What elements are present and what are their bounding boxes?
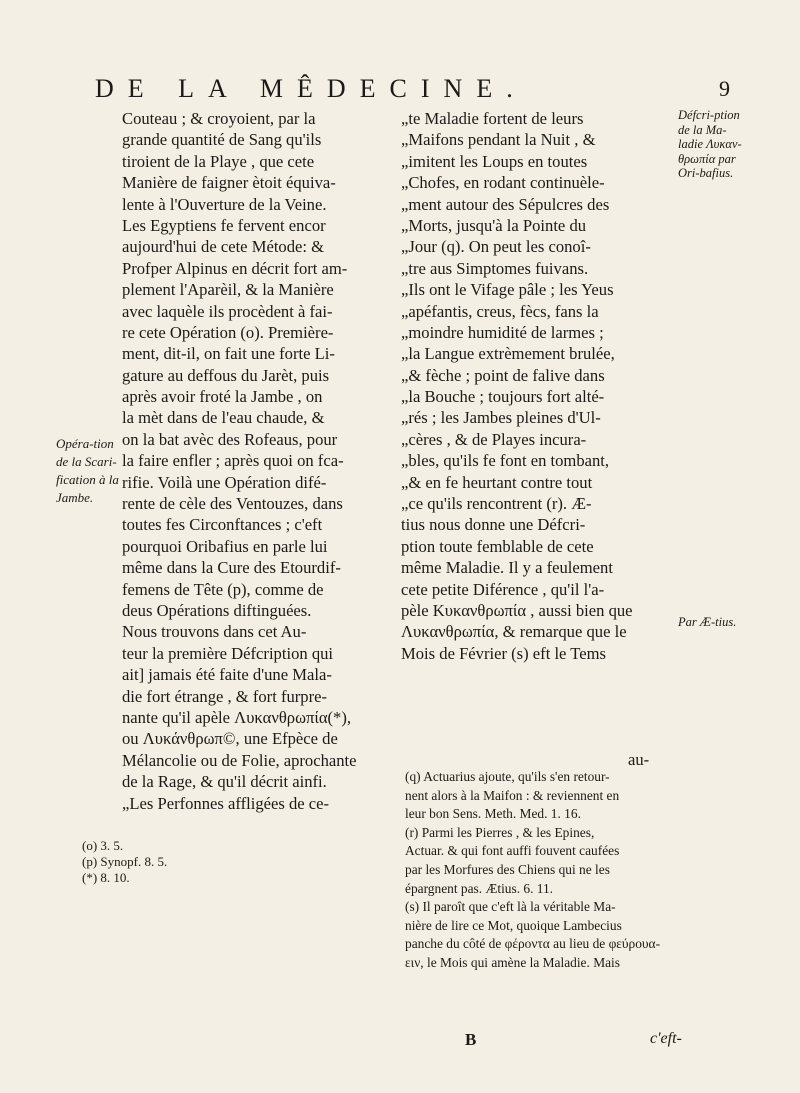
text-line: gature au deffous du Jarèt, puis bbox=[122, 365, 330, 385]
left-column bbox=[122, 108, 390, 814]
text-line: „bles, qu'ils fe font en tombant, bbox=[401, 451, 610, 471]
text-line: „Jour (q). On peut les conoî- bbox=[401, 237, 591, 257]
text-line: femens de Tête (p), comme de bbox=[122, 579, 324, 599]
text-line: Les Egyptiens fe fervent encor bbox=[122, 215, 326, 235]
text-line: teur la première Défcription qui bbox=[122, 643, 334, 663]
footnote-line: leur bon Sens. Meth. Med. 1. 16. bbox=[405, 806, 581, 822]
text-line: rente de cèle des Ventouzes, dans bbox=[122, 494, 343, 514]
text-line: tiroient de la Playe , que cete bbox=[122, 151, 315, 171]
text-line: tius nous donne une Défcri- bbox=[401, 515, 586, 535]
text-line: toutes fes Circonftances ; c'eft bbox=[122, 515, 323, 535]
text-line: „moindre humidité de larmes ; bbox=[401, 322, 604, 342]
margin-note-left: Opéra-tion de la Scari-fication à la Jambe. bbox=[56, 436, 119, 505]
text-line: Manière de faigner ètoit équiva- bbox=[122, 173, 336, 193]
text-line: ou Λυκάνθρωπ©, une Efpèce de bbox=[122, 729, 338, 749]
text-line: nante qu'il apèle Λυκανθρωπία(*), bbox=[122, 707, 352, 727]
text-line: „apéfantis, creus, fècs, fans la bbox=[401, 301, 599, 321]
text-line: „tre aus Simptomes fuivans. bbox=[401, 258, 589, 278]
text-line: ment, dit-il, on fait une forte Li- bbox=[122, 344, 335, 364]
text-line: „ment autour des Sépulcres des bbox=[401, 194, 610, 214]
signature-mark: B bbox=[465, 1030, 477, 1049]
footnote-line: par les Morfures des Chiens qui ne les bbox=[405, 861, 610, 877]
text-line: Profper Alpinus en décrit fort am- bbox=[122, 258, 348, 278]
text-line: „rés ; les Jambes pleines d'Ul- bbox=[401, 408, 601, 428]
running-title: DE LA MÊDECINE. bbox=[95, 74, 527, 103]
footnote-line: (p) Synopf. 8. 5. bbox=[82, 854, 168, 869]
text-line: même dans la Cure des Etourdif- bbox=[122, 558, 341, 578]
text-line: on la bat avèc des Rofeaus, pour bbox=[122, 429, 338, 449]
text-line: Nous trouvons dans cet Au- bbox=[122, 622, 307, 642]
text-line: grande quantité de Sang qu'ils bbox=[122, 130, 322, 150]
text-line: „te Maladie fortent de leurs bbox=[401, 109, 584, 128]
text-line: pèle Κυκανθρωπία , aussi bien que bbox=[401, 600, 633, 620]
footnote-line: Actuar. & qui font auffi fouvent caufées bbox=[405, 843, 620, 859]
text-line: avec laquèle ils procèdent à fai- bbox=[122, 301, 333, 321]
right-column bbox=[401, 108, 673, 664]
text-line: Mois de Février (s) eft le Tems bbox=[401, 643, 606, 663]
text-line: de la Rage, & qu'il décrit ainfi. bbox=[122, 772, 327, 792]
text-line: pourquoi Oribafius en parle lui bbox=[122, 536, 328, 556]
text-line: „Maifons pendant la Nuit , & bbox=[401, 130, 596, 150]
footnotes-right bbox=[405, 768, 673, 973]
text-line: re cete Opération (o). Première- bbox=[122, 322, 334, 342]
text-line: „Ils ont le Vifage pâle ; les Yeus bbox=[401, 280, 614, 300]
text-line: Λυκανθρωπία, & remarque que le bbox=[401, 622, 627, 642]
footnote-line: épargnent pas. Ætius. 6. 11. bbox=[405, 880, 554, 896]
text-line: la mèt dans de l'eau chaude, & bbox=[122, 408, 325, 428]
text-line: „la Langue extrèmement brulée, bbox=[401, 344, 615, 364]
margin-note-right-top: Défcri-ption de la Ma-ladie Λυκαν-θρωπία par Ori-bafius. bbox=[678, 108, 742, 180]
text-line: lente à l'Ouverture de la Veine. bbox=[122, 194, 327, 214]
text-line: Couteau ; & croyoient, par la bbox=[122, 109, 316, 128]
text-line: ait] jamais été faite d'une Mala- bbox=[122, 665, 332, 685]
margin-note-right-bottom: Par Æ-tius. bbox=[678, 615, 737, 629]
text-line: rifie. Voilà une Opération difé- bbox=[122, 472, 327, 492]
footnote-line: panche du côté de φέροντα au lieu de φεύρουα- bbox=[405, 936, 661, 952]
text-line: Mélancolie ou de Folie, aprochante bbox=[122, 750, 357, 770]
footnote-line: nière de lire ce Mot, quoique Lambecius bbox=[405, 917, 622, 933]
text-line: deus Opérations diftinguées. bbox=[122, 600, 312, 620]
text-line: après avoir froté la Jambe , on bbox=[122, 387, 323, 407]
text-line: „& en fe heurtant contre tout bbox=[401, 472, 593, 492]
text-line: „Chofes, en rodant continuèle- bbox=[401, 173, 605, 193]
page-catchword: c'eft- bbox=[650, 1030, 682, 1047]
text-line: „Morts, jusqu'à la Pointe du bbox=[401, 215, 587, 235]
text-line: plement l'Aparèil, & la Manière bbox=[122, 280, 334, 300]
column-catchword: au- bbox=[628, 750, 650, 769]
text-line: „la Bouche ; toujours fort alté- bbox=[401, 387, 605, 407]
footnote-line: nent alors à la Maifon : & reviennent en bbox=[405, 787, 620, 803]
footnote-line: (*) 8. 10. bbox=[82, 870, 130, 885]
text-line: „Les Perfonnes affligées de ce- bbox=[122, 793, 330, 813]
text-line: „imitent les Loups en toutes bbox=[401, 151, 588, 171]
text-line: aujourd'hui de cete Métode: & bbox=[122, 237, 325, 257]
text-line: „cères , & de Playes incura- bbox=[401, 429, 587, 449]
footnotes-left bbox=[82, 838, 202, 886]
footnote-line: (o) 3. 5. bbox=[82, 838, 124, 853]
running-header bbox=[0, 70, 800, 110]
text-line: die fort étrange , & fort furpre- bbox=[122, 686, 328, 706]
footnote-line: (q) Actuarius ajoute, qu'ils s'en retour- bbox=[405, 769, 610, 784]
footnote-line: ειν, le Mois qui amène la Maladie. Mais bbox=[405, 954, 620, 970]
text-line: même Maladie. Il y a feulement bbox=[401, 558, 613, 578]
text-line: „ce qu'ils rencontrent (r). Æ- bbox=[401, 494, 592, 514]
footnote-line: (s) Il paroît que c'eft là la véritable Ma- bbox=[405, 899, 616, 915]
text-line: la faire enfler ; après quoi on fca- bbox=[122, 451, 344, 471]
page-number: 9 bbox=[719, 76, 730, 101]
text-line: „& fèche ; point de falive dans bbox=[401, 365, 605, 385]
footnote-line: (r) Parmi les Pierres , & les Epines, bbox=[405, 824, 595, 840]
text-line: ption toute femblable de cete bbox=[401, 536, 594, 556]
text-line: cete petite Diférence , qu'il l'a- bbox=[401, 579, 605, 599]
